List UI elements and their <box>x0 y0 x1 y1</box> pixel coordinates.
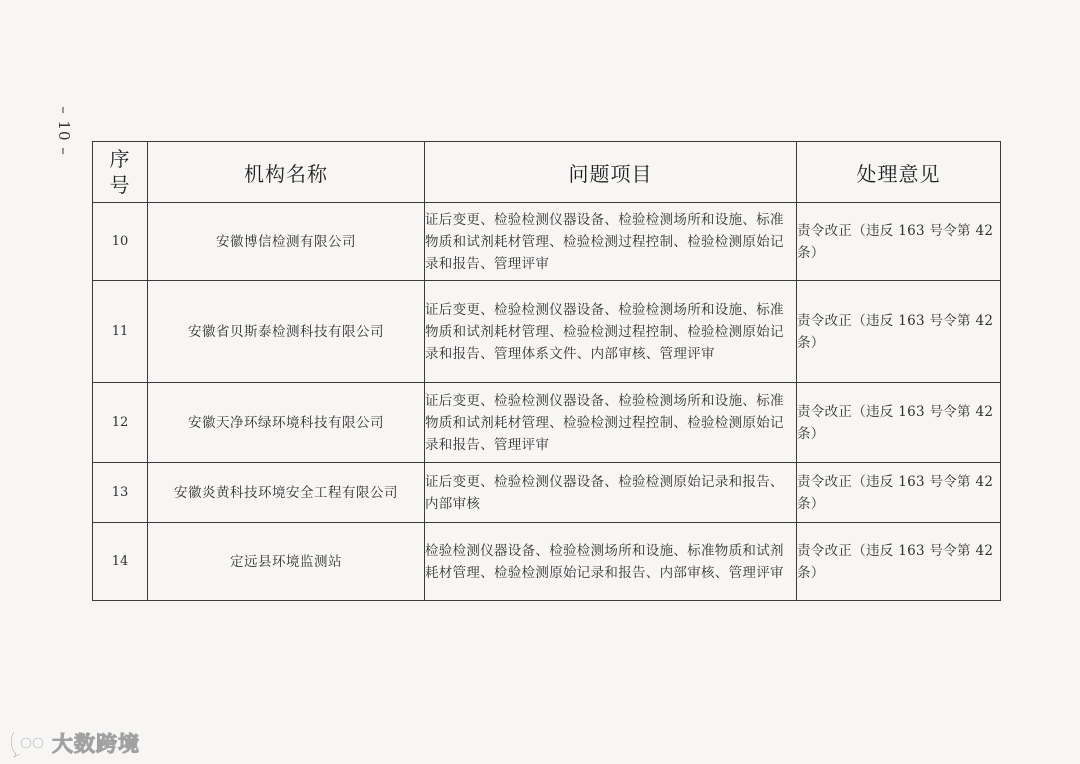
table-row <box>93 203 1001 281</box>
watermark <box>8 726 140 760</box>
header-seq-label: 序号 <box>109 147 131 197</box>
row-issues: 检验检测仪器设备、检验检测场所和设施、标准物质和试剂耗材管理、检验检测原始记录和报告、内部审核、管理评审 <box>425 523 797 601</box>
row-issues: 证后变更、检验检测仪器设备、检验检测原始记录和报告、内部审核 <box>425 463 797 523</box>
table-row <box>93 463 1001 523</box>
page-number <box>52 96 76 166</box>
row-issues: 证后变更、检验检测仪器设备、检验检测场所和设施、标准物质和试剂耗材管理、检验检测过程控制、检验检测原始记录和报告、管理评审 <box>425 383 797 463</box>
chat-bubble-logo-icon <box>8 728 48 758</box>
row-seq: 13 <box>93 463 148 523</box>
header-issues: 问题项目 <box>425 142 797 203</box>
page-number-text: – 10 – <box>55 106 73 156</box>
row-issues: 证后变更、检验检测仪器设备、检验检测场所和设施、标准物质和试剂耗材管理、检验检测过程控制、检验检测原始记录和报告、管理体系文件、内部审核、管理评审 <box>425 281 797 383</box>
table-row <box>93 383 1001 463</box>
row-opinion: 责令改正（违反 163 号令第 42 条） <box>797 203 1001 281</box>
row-org-name: 安徽博信检测有限公司 <box>148 203 425 281</box>
row-seq: 14 <box>93 523 148 601</box>
row-org-name: 定远县环境监测站 <box>148 523 425 601</box>
row-issues: 证后变更、检验检测仪器设备、检验检测场所和设施、标准物质和试剂耗材管理、检验检测过程控制、检验检测原始记录和报告、管理评审 <box>425 203 797 281</box>
row-opinion: 责令改正（违反 163 号令第 42 条） <box>797 383 1001 463</box>
header-org-name: 机构名称 <box>148 142 425 203</box>
watermark-text: 大数跨境 <box>52 732 140 756</box>
row-opinion: 责令改正（违反 163 号令第 42 条） <box>797 463 1001 523</box>
inspection-results-table <box>92 141 1001 601</box>
header-opinion: 处理意见 <box>797 142 1001 203</box>
row-seq: 12 <box>93 383 148 463</box>
table-header-row <box>93 142 1001 203</box>
row-org-name: 安徽炎黄科技环境安全工程有限公司 <box>148 463 425 523</box>
row-seq: 10 <box>93 203 148 281</box>
table-row <box>93 523 1001 601</box>
row-org-name: 安徽天净环绿环境科技有限公司 <box>148 383 425 463</box>
row-seq: 11 <box>93 281 148 383</box>
header-seq <box>93 142 148 203</box>
row-opinion: 责令改正（违反 163 号令第 42 条） <box>797 281 1001 383</box>
table-row <box>93 281 1001 383</box>
row-org-name: 安徽省贝斯泰检测科技有限公司 <box>148 281 425 383</box>
row-opinion: 责令改正（违反 163 号令第 42 条） <box>797 523 1001 601</box>
